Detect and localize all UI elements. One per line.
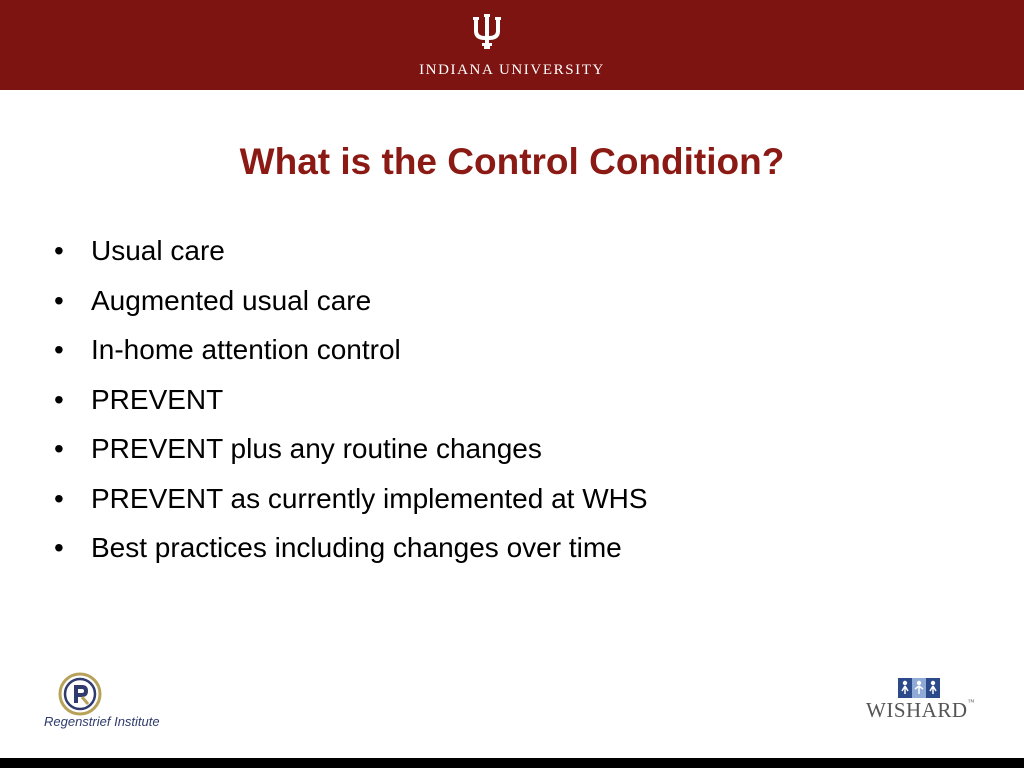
bullet-text: PREVENT plus any routine changes <box>91 433 542 464</box>
bullet-item <box>54 424 648 474</box>
bullet-item <box>54 226 648 276</box>
bullet-text: PREVENT as currently implemented at WHS <box>91 482 648 514</box>
wishard-name <box>866 698 974 723</box>
bullet-list <box>54 226 648 573</box>
wishard-logo <box>864 674 980 724</box>
bullet-item <box>54 523 648 573</box>
bullet-text: Augmented usual care <box>91 284 372 316</box>
iu-trident-icon <box>471 14 503 52</box>
bullet-text: Usual care <box>91 235 225 266</box>
header-band <box>0 0 1024 90</box>
university-name: INDIANA UNIVERSITY <box>419 62 605 78</box>
regenstrief-emblem-icon <box>58 672 102 716</box>
regenstrief-name: Regenstrief Institute <box>44 714 160 729</box>
regenstrief-logo <box>42 670 172 736</box>
bullet-marker: • <box>54 334 64 365</box>
bullet-marker: • <box>54 284 64 316</box>
footer-bar <box>0 758 1024 768</box>
bullet-text: PREVENT <box>91 383 224 415</box>
bullet-item <box>54 474 648 524</box>
bullet-marker: • <box>54 433 64 464</box>
bullet-item <box>54 276 648 326</box>
bullet-marker: • <box>54 383 64 415</box>
bullet-marker: • <box>54 532 64 563</box>
trademark-symbol: ™ <box>967 698 975 706</box>
wishard-label: WISHARD <box>866 698 968 722</box>
wishard-emblem-icon <box>898 676 940 700</box>
bullet-marker: • <box>54 235 64 266</box>
bullet-text: In-home attention control <box>91 334 401 365</box>
slide-title: What is the Control Condition? <box>239 141 785 182</box>
bullet-text: Best practices including changes over time <box>91 532 622 563</box>
bullet-item <box>54 375 648 425</box>
bullet-marker: • <box>54 482 64 514</box>
bullet-item <box>54 325 648 375</box>
